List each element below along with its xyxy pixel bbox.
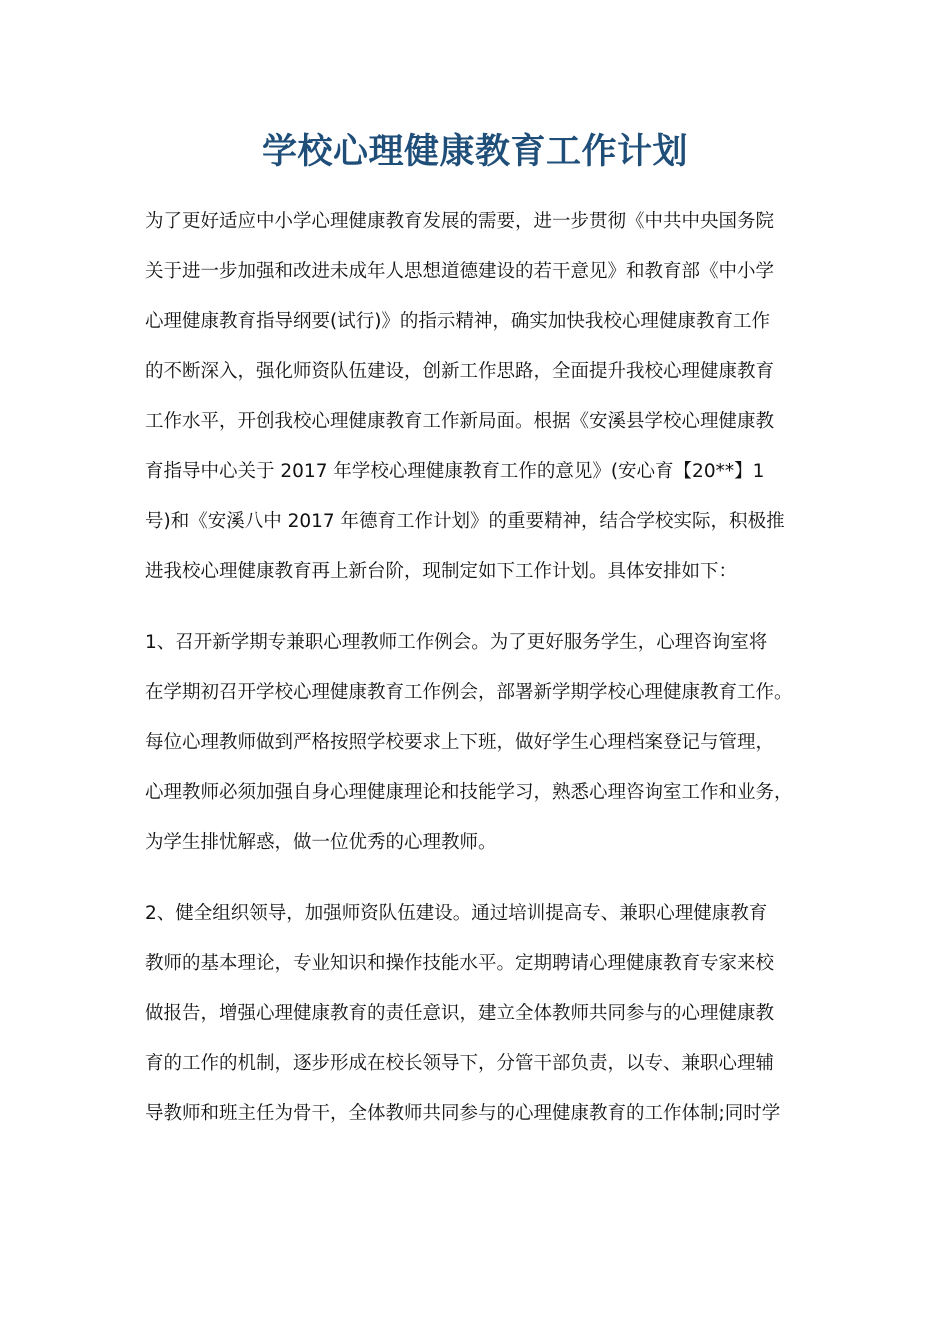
paragraph-intro bbox=[145, 197, 815, 597]
text-line: 1、召开新学期专兼职心理教师工作例会。为了更好服务学生，心理咨询室将 bbox=[145, 632, 768, 653]
text-line: 在学期初召开学校心理健康教育工作例会，部署新学期学校心理健康教育工作。 bbox=[145, 682, 793, 703]
text-line: 关于进一步加强和改进未成年人思想道德建设的若干意见》和教育部《中小学 bbox=[145, 261, 775, 282]
paragraph-item-1 bbox=[145, 618, 815, 868]
text-line: 2、健全组织领导，加强师资队伍建设。通过培训提高专、兼职心理健康教育 bbox=[145, 903, 768, 924]
text-line: 工作水平，开创我校心理健康教育工作新局面。根据《安溪县学校心理健康教 bbox=[145, 411, 775, 432]
text-line: 每位心理教师做到严格按照学校要求上下班，做好学生心理档案登记与管理， bbox=[145, 732, 775, 753]
text-line: 的不断深入，强化师资队伍建设，创新工作思路，全面提升我校心理健康教育 bbox=[145, 361, 775, 382]
text-line: 心理健康教育指导纲要(试行)》的指示精神，确实加快我校心理健康教育工作 bbox=[145, 311, 770, 332]
document-title: 学校心理健康教育工作计划 bbox=[261, 132, 688, 172]
paragraph-item-2 bbox=[145, 889, 815, 1139]
text-line: 教师的基本理论，专业知识和操作技能水平。定期聘请心理健康教育专家来校 bbox=[145, 953, 775, 974]
text-line: 导教师和班主任为骨干，全体教师共同参与的心理健康教育的工作体制;同时学 bbox=[145, 1103, 781, 1124]
text-line: 为了更好适应中小学心理健康教育发展的需要，进一步贯彻《中共中央国务院 bbox=[145, 211, 775, 232]
text-line: 育的工作的机制，逐步形成在校长领导下，分管干部负责，以专、兼职心理辅 bbox=[145, 1053, 775, 1074]
text-line: 进我校心理健康教育再上新台阶，现制定如下工作计划。具体安排如下： bbox=[145, 561, 738, 582]
text-line: 心理教师必须加强自身心理健康理论和技能学习，熟悉心理咨询室工作和业务， bbox=[145, 782, 793, 803]
text-line: 为学生排忧解惑，做一位优秀的心理教师。 bbox=[145, 832, 497, 853]
text-line: 号)和《安溪八中 2017 年德育工作计划》的重要精神，结合学校实际，积极推 bbox=[145, 511, 785, 532]
text-line: 做报告，增强心理健康教育的责任意识，建立全体教师共同参与的心理健康教 bbox=[145, 1003, 775, 1024]
text-line: 育指导中心关于 2017 年学校心理健康教育工作的意见》(安心育【20**】1 bbox=[145, 461, 765, 482]
